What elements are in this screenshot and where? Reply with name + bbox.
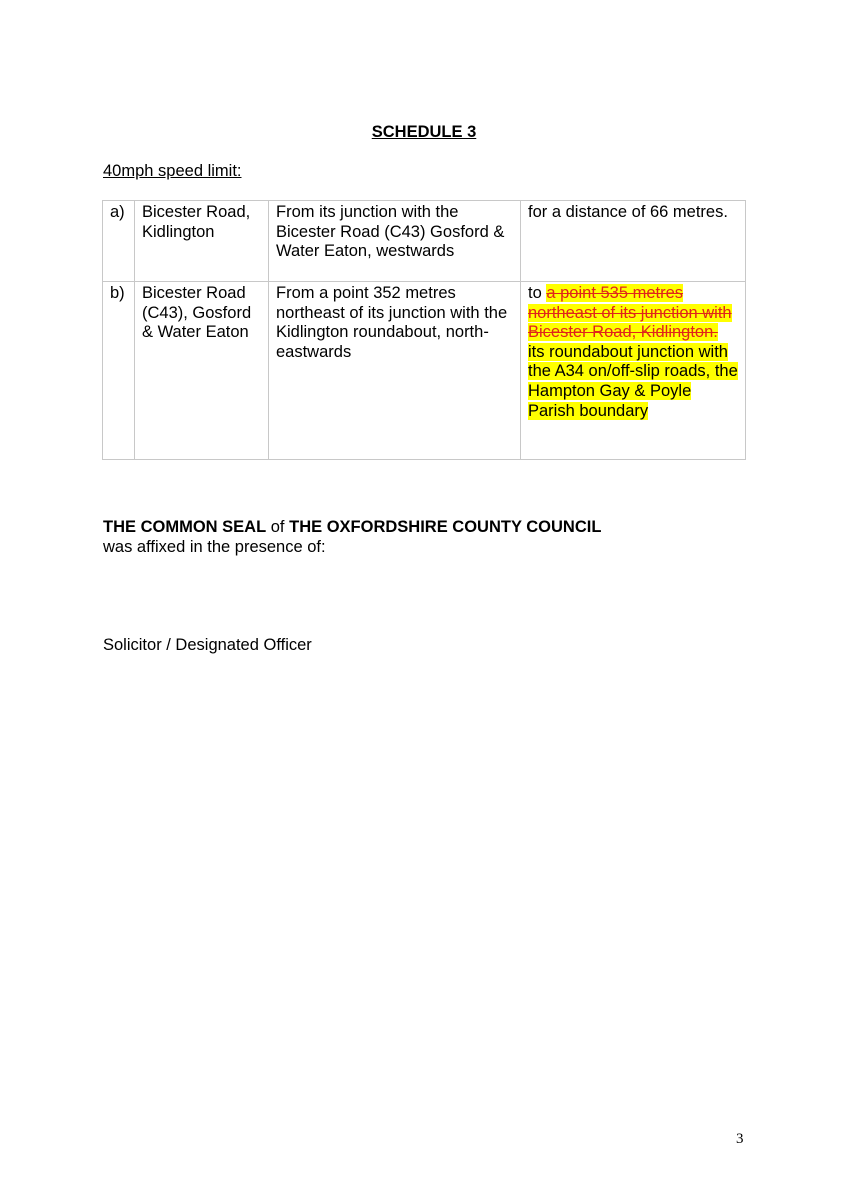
from-description: From its junction with the Bicester Road (C43) Gosford & Water Eaton, westwards: [269, 201, 521, 282]
row-letter: a): [103, 201, 135, 282]
to-prefix: to: [528, 284, 547, 302]
to-description: [521, 282, 746, 460]
road-name: Bicester Road, Kidlington: [135, 201, 269, 282]
schedule-table: [102, 200, 746, 460]
table-row: [103, 201, 746, 282]
seal-affixed-line: was affixed in the presence of:: [103, 537, 326, 556]
road-name: Bicester Road (C43), Gosford & Water Eaton: [135, 282, 269, 460]
table-row: [103, 282, 746, 460]
row-letter: b): [103, 282, 135, 460]
inserted-text: its roundabout junction with the A34 on/off-slip roads, the Hampton Gay & Poyle Parish boundary: [528, 342, 738, 420]
seal-connector-text: of: [266, 518, 290, 536]
from-description: From a point 352 metres northeast of its junction with the Kidlington roundabout, north-eastwards: [269, 282, 521, 460]
council-name: THE OXFORDSHIRE COUNTY COUNCIL: [289, 518, 602, 536]
schedule-heading: SCHEDULE 3: [371, 123, 477, 141]
signatory-title: Solicitor / Designated Officer: [103, 636, 312, 654]
to-description: for a distance of 66 metres.: [521, 201, 746, 282]
page-number: 3: [736, 1131, 744, 1147]
speed-limit-subheading: 40mph speed limit:: [103, 162, 242, 180]
deleted-text: a point 535 metres northeast of its junction with Bicester Road, Kidlington.: [528, 284, 732, 342]
seal-bold-text: THE COMMON SEAL: [103, 518, 267, 536]
common-seal-block: [103, 518, 601, 557]
